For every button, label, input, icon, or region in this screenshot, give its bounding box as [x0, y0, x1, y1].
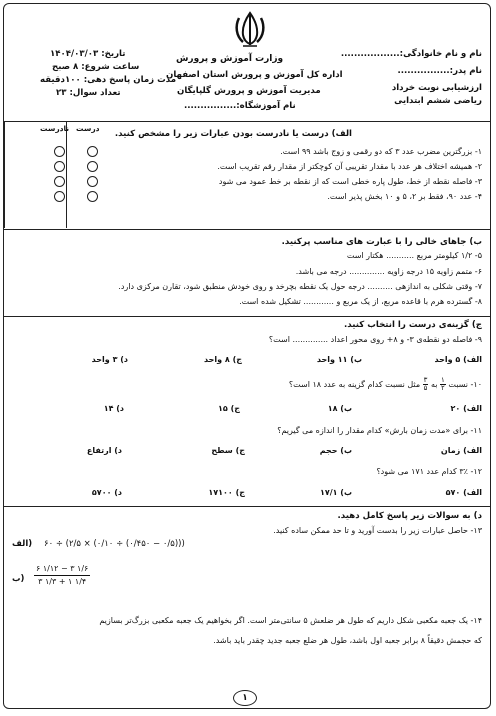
- q13-b-numerator: ۶ ۱/۱۲ − ۳ ۱/۶: [34, 563, 90, 576]
- section-b-title: ب) جاهای خالی را با عبارت های مناسب پرکنید.: [281, 237, 482, 247]
- q13-part-b-label: (ب: [12, 574, 25, 584]
- q13-part-b-fraction: [34, 563, 90, 588]
- q11-option-c[interactable]: ج) سطح: [211, 446, 245, 455]
- answer-column-box: [4, 121, 119, 228]
- iran-emblem-icon: [233, 10, 267, 48]
- q9-option-c[interactable]: ج) ۸ واحد: [204, 355, 242, 364]
- ministry-title: وزارت آموزش و پرورش: [176, 54, 284, 64]
- exam-header: [4, 4, 490, 122]
- section-d-title: د) به سوالات زیر پاسخ کامل دهید.: [337, 511, 482, 521]
- q10-f1-numerator: ۱: [441, 376, 445, 384]
- q12-option-a[interactable]: الف) ۵۷۰: [445, 488, 482, 497]
- provincial-office: اداره کل آموزش و پرورش استان اصفهان: [166, 70, 343, 80]
- q10-option-c[interactable]: ج) ۱۵: [218, 404, 240, 413]
- section-fill-blank: [4, 229, 490, 317]
- q2-true-circle[interactable]: [87, 161, 98, 172]
- q1-false-circle[interactable]: [54, 146, 65, 157]
- wrong-column-header: نادرست: [40, 124, 70, 133]
- q10-prefix: ۱۰- نسبت: [448, 380, 482, 389]
- q10-option-d[interactable]: د) ۱۴: [103, 404, 124, 413]
- q12-option-d[interactable]: د) ۵۷۰۰: [91, 488, 122, 497]
- q3-false-circle[interactable]: [54, 176, 65, 187]
- section-descriptive: [4, 506, 490, 710]
- section-multiple-choice: [4, 316, 490, 507]
- q3-true-circle[interactable]: [87, 176, 98, 187]
- question-6: ۶- متمم زاویه ۱۵ درجه زاویه .............. درجه می باشد.: [295, 267, 482, 276]
- q10-fraction-2: [423, 377, 429, 392]
- section-c-title: ج) گزینه‌ی درست را انتخاب کنید.: [343, 320, 482, 330]
- question-14-line-1: ۱۴- یک جعبه مکعبی شکل داریم که طول هر ضلعش ۵ سانتی‌متر است. اگر بخواهیم یک جعبه مکعبی بزرگ‌تر بسازیم: [99, 616, 482, 625]
- section-true-false: [4, 121, 490, 230]
- q10-middle: به: [430, 380, 438, 389]
- q10-fraction-1: [440, 377, 446, 392]
- q12-option-b[interactable]: ب) ۱۷/۱: [319, 488, 352, 497]
- district-office: مدیریت آموزش و پرورش گلپایگان: [177, 86, 321, 96]
- q12-option-c[interactable]: ج) ۱۷۱۰۰: [208, 488, 245, 497]
- question-4: ۴- عدد ۹۰، فقط بر ۲، ۵ و ۱۰ بخش پذیر است.: [327, 192, 482, 201]
- question-7: ۷- وقتی شکلی به اندازهی .......... درجه حول یک نقطه بچرخد و روی خودش منطبق شود، تقارن مرکزی دارد.: [118, 282, 482, 291]
- q13-part-a-label: (الف: [12, 539, 33, 549]
- student-name-field[interactable]: نام و نام خانوادگی:..................: [340, 49, 482, 59]
- question-2: ۲- همیشه اختلاف هر عدد با مقدار تقریبی آن کوچکتر از مقدار رقم تقریب است.: [217, 162, 482, 171]
- exam-page: [3, 3, 491, 709]
- question-12: ۱۲- ۳٪ کدام عدد ۱۷۱ می شود؟: [376, 467, 482, 476]
- section-a-title: الف) درست یا نادرست بودن عبارات زیر را مشخص کنید.: [114, 129, 352, 139]
- q10-f1-denominator: ۲: [441, 384, 445, 392]
- correct-column-header: درست: [76, 124, 100, 133]
- q4-false-circle[interactable]: [54, 191, 65, 202]
- question-8: ۸- گسترده هرم با قاعده مربع، از یک مربع و ............ تشکیل شده است.: [239, 297, 482, 306]
- exam-subject: ریاضی ششم ابتدایی: [394, 96, 482, 106]
- question-10: [289, 375, 482, 395]
- q10-f2-numerator: ۳: [423, 376, 428, 384]
- question-1: ۱- بزرگترین مضرب عدد ۳ که دو رقمی و زوج باشد ۹۹ است.: [280, 147, 482, 156]
- exam-duration: مدت زمان پاسخ دهی: ۱۰۰دقیقه: [40, 75, 177, 85]
- q13-b-denominator: ۳ ۱/۳ + ۱ ۱/۴: [38, 577, 87, 586]
- q2-false-circle[interactable]: [54, 161, 65, 172]
- question-5: ۵- ۱/۲ کیلومتر مربع ........... هکتار است: [346, 251, 482, 260]
- q11-option-d[interactable]: د) ارتفاع: [86, 446, 122, 455]
- question-11: ۱۱- برای «مدت زمان بارش» کدام مقدار را اندازه می گیریم؟: [277, 426, 482, 435]
- question-count: تعداد سوال: ۲۳: [56, 88, 121, 98]
- page-number: ۱: [233, 690, 257, 706]
- question-13: ۱۳- حاصل عبارات زیر را بدست آورید و تا حد ممکن ساده کنید.: [273, 526, 482, 535]
- q10-suffix: مثل نسبت کدام گزینه به عدد ۱۸ است؟: [288, 380, 421, 389]
- q10-option-b[interactable]: ب) ۱۸: [327, 404, 352, 413]
- q11-option-b[interactable]: ب) حجم: [319, 446, 352, 455]
- start-time: ساعت شروع: ۸ صبح: [52, 62, 140, 72]
- q11-option-a[interactable]: الف) زمان: [440, 446, 482, 455]
- q13-part-a-expression: ۶۰ ÷ (۲/۵ × (۰/۱۰ ÷ (۰/۴۵۰ − ۰/۵))): [44, 539, 185, 549]
- q9-option-a[interactable]: الف) ۵ واحد: [434, 355, 482, 364]
- father-name-field[interactable]: نام پدر:................: [397, 66, 482, 76]
- q1-true-circle[interactable]: [87, 146, 98, 157]
- school-name-field[interactable]: نام آموزشگاه:................: [184, 101, 296, 111]
- q10-option-a[interactable]: الف) ۲۰: [450, 404, 482, 413]
- exam-term: ارزشیابی نوبت خرداد: [391, 83, 482, 93]
- question-3: ۳- فاصله نقطه از خط، طول پاره خطی است که از نقطه بر خط عمود می شود: [218, 177, 482, 186]
- exam-date: تاریخ: ۱۴۰۴/۰۳/۰۳: [50, 49, 126, 59]
- q4-true-circle[interactable]: [87, 191, 98, 202]
- question-9: ۹- فاصله دو نقطه‌ی ۳- و ۸+ روی محور اعداد .............. است؟: [268, 335, 482, 344]
- q9-option-d[interactable]: د) ۳ واحد: [91, 355, 128, 364]
- q9-option-b[interactable]: ب) ۱۱ واحد: [316, 355, 362, 364]
- question-14-line-2: که حجمش دقیقاً ۸ برابر جعبه اول باشد، طول هر ضلع جعبه جدید چقدر باید باشد.: [213, 636, 482, 645]
- q10-f2-denominator: ۵: [423, 384, 428, 392]
